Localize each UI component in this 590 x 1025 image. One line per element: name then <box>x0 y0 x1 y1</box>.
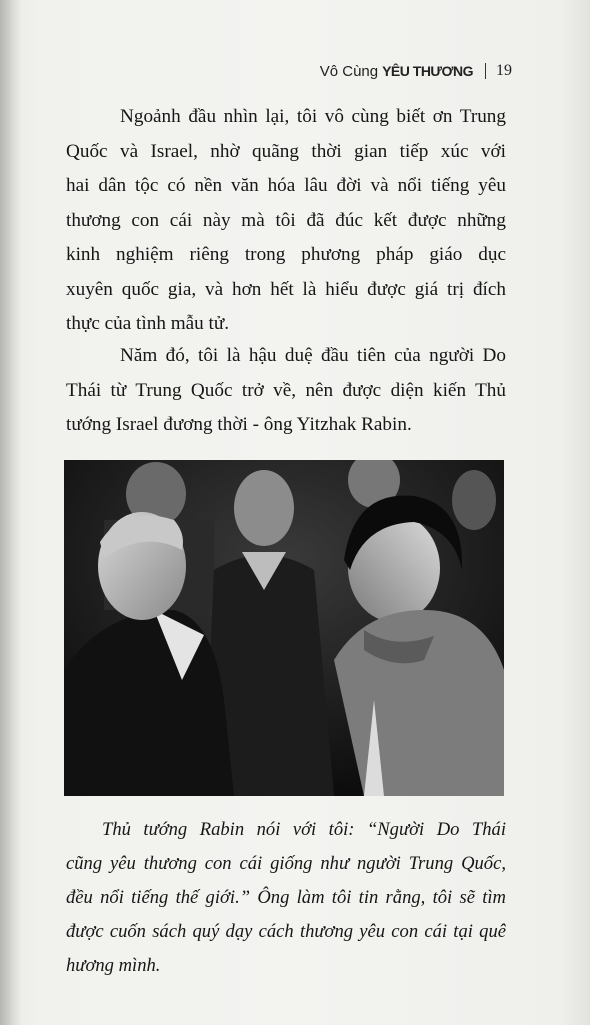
caption-line: hương mình. <box>66 955 161 976</box>
running-header <box>320 62 512 80</box>
paragraph-1 <box>66 100 506 342</box>
caption-line: đều nổi tiếng thế giới.” Ông làm tôi tin rằng, tôi sẽ tìm <box>66 887 506 908</box>
page-number: 19 <box>496 62 512 79</box>
text-line: thương con cái này mà tôi đã đúc kết được những <box>66 209 506 231</box>
caption-line: cũng yêu thương con cái giống như người Trung Quốc, <box>66 853 506 874</box>
series-title: YÊU THƯƠNG <box>382 63 473 79</box>
caption-line: được cuốn sách quý dạy cách thương yêu con cái tại quê <box>66 921 506 942</box>
text-line: kinh nghiệm riêng trong phương pháp giáo dục <box>66 244 506 265</box>
header-divider <box>485 63 486 79</box>
text-line: tướng Israel đương thời - ông Yitzhak Rabin. <box>66 414 412 435</box>
series-prefix: Vô Cùng <box>319 62 379 80</box>
paragraph-2 <box>66 339 506 443</box>
page-spine-shadow <box>0 0 22 1025</box>
text-line: Ngoảnh đầu nhìn lại, tôi vô cùng biết ơn Trung <box>120 106 506 127</box>
photo <box>64 460 504 796</box>
text-line: Thái từ Trung Quốc trở về, nên được diện kiến Thủ <box>66 379 506 401</box>
caption-line: Thủ tướng Rabin nói với tôi: “Người Do Thái <box>102 819 506 840</box>
photo-caption <box>66 813 506 983</box>
text-line: thực của tình mẫu tử. <box>66 313 230 334</box>
text-line: xuyên quốc gia, và hơn hết là hiểu được giá trị đích <box>66 278 506 300</box>
text-line: hai dân tộc có nền văn hóa lâu đời và nổi tiếng yêu <box>66 175 506 196</box>
text-line: Quốc và Israel, nhờ quãng thời gian tiếp xúc với <box>66 140 506 162</box>
text-line: Năm đó, tôi là hậu duệ đầu tiên của người Do <box>120 345 506 366</box>
